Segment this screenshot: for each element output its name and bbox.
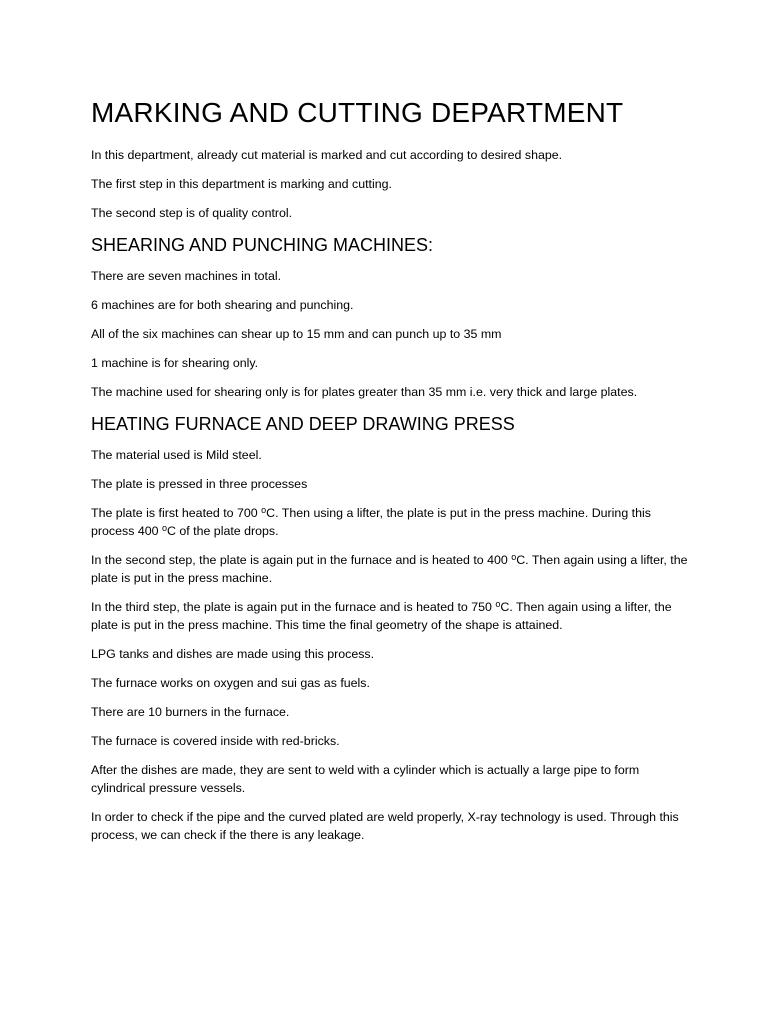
shearing-paragraph: 6 machines are for both shearing and punching. — [91, 298, 354, 312]
furnace-paragraph: The material used is Mild steel. — [91, 448, 262, 462]
shearing-paragraph: 1 machine is for shearing only. — [91, 356, 259, 370]
furnace-paragraph: After the dishes are made, they are sent to weld with a cylinder which is actually a large pipe to form cylindrical pressure vessels. — [91, 763, 640, 795]
furnace-paragraph: There are 10 burners in the furnace. — [91, 705, 290, 719]
furnace-paragraph — [91, 504, 691, 540]
intro-paragraph: The first step in this department is marking and cutting. — [91, 177, 392, 191]
page-title: MARKING AND CUTTING DEPARTMENT — [91, 97, 624, 128]
furnace-paragraph — [91, 598, 691, 634]
section-heading-shearing: SHEARING AND PUNCHING MACHINES: — [91, 235, 434, 255]
furnace-paragraph — [91, 551, 691, 587]
text-run: C. Then using a lifter, the plate is put in the press machine. During this process 400 — [91, 506, 651, 538]
document-page — [91, 96, 691, 855]
text-run: C. Then again using a lifter, the plate is put in the press machine. This time the final geometry of the shape is attained. — [91, 600, 672, 632]
degree-symbol: o — [495, 599, 501, 609]
furnace-paragraph: The furnace is covered inside with red-bricks. — [91, 734, 340, 748]
text-run: In the third step, the plate is again put in the furnace and is heated to 750 — [91, 600, 496, 614]
text-run: C. Then again using a lifter, the plate is put in the press machine. — [91, 553, 688, 585]
text-run: The plate is first heated to 700 — [91, 506, 262, 520]
intro-paragraph: The second step is of quality control. — [91, 206, 293, 220]
text-run: C of the plate drops. — [166, 524, 279, 538]
text-run: In the second step, the plate is again put in the furnace and is heated to 400 — [91, 553, 512, 567]
shearing-paragraph: There are seven machines in total. — [91, 269, 282, 283]
furnace-paragraph: The furnace works on oxygen and sui gas as fuels. — [91, 676, 370, 690]
intro-paragraph: In this department, already cut material is marked and cut according to desired shape. — [91, 148, 563, 162]
furnace-paragraph: LPG tanks and dishes are made using this process. — [91, 647, 375, 661]
shearing-paragraph: The machine used for shearing only is for plates greater than 35 mm i.e. very thick and large plates. — [91, 385, 638, 399]
section-heading-furnace: HEATING FURNACE AND DEEP DRAWING PRESS — [91, 414, 515, 434]
degree-symbol: o — [511, 552, 517, 562]
degree-symbol: o — [261, 505, 267, 515]
furnace-paragraph: In order to check if the pipe and the curved plated are weld properly, X-ray technology is used. Through this process, we can check if the there is any leakage. — [91, 810, 679, 842]
degree-symbol: o — [161, 523, 167, 533]
shearing-paragraph: All of the six machines can shear up to 15 mm and can punch up to 35 mm — [91, 327, 502, 341]
furnace-paragraph: The plate is pressed in three processes — [91, 477, 308, 491]
